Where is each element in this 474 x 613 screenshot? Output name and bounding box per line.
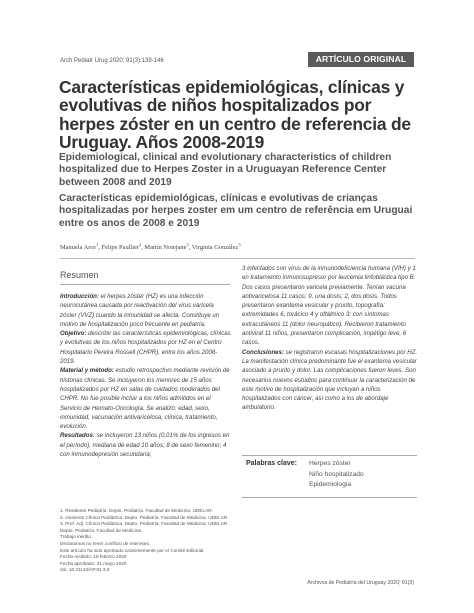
abstract-heading: Resumen (60, 270, 99, 280)
divider (242, 497, 417, 498)
divider (60, 258, 415, 259)
divider (60, 284, 230, 285)
divider (242, 455, 417, 456)
footnote: 2. Asistente Clínica Pediátrica. Depto. Pediatría. Facultad de Medicina. UDELAR. (60, 514, 229, 520)
section-label: Material y método: (60, 367, 114, 375)
abstract-objective (60, 329, 232, 366)
author-name: Virginia González (191, 244, 239, 252)
abstract-results (60, 431, 232, 459)
journal-reference: Arch Pediatr Urug 2020; 91(3):139-146 (60, 58, 164, 64)
author-name: Manuela Arce (60, 244, 97, 252)
title-portuguese: Características epidemiológicas, clínicas e evolutivas de crianças hospitalizadas por herpes zoster em um centro de referência em Uruguai entre os anos de 2008 e 2019 (59, 193, 413, 229)
keyword: Herpes zóster (309, 460, 351, 467)
footnote: Este artículo ha sido aprobado unánimemente por el Comité Editorial. (60, 547, 205, 553)
section-text: se incluyeron 13 niños (0,01% de los ingresos en el período), mediana de edad 10 años; 8 de sexo femenino; 4 con inmunodepresión secundaria; (60, 432, 230, 459)
title-spanish: Características epidemiológicas, clínicas y evolutivas de niños hospitalizados por herpes zóster en un centro de referencia de Uruguay. Años 2008-2019 (59, 77, 411, 152)
page-footer: Archivos de Pediatría del Uruguay 2020; 91(3) (307, 580, 414, 586)
footnote: Fecha aprobado: 31 mayo 2020 (60, 560, 127, 566)
abstract-introduction (60, 292, 232, 329)
section-label: Introducción: (60, 293, 99, 300)
abstract-right-column (242, 264, 418, 413)
footnote: Depto. Pediatría. Facultad de Medicina. (60, 527, 143, 533)
footnotes (60, 508, 310, 574)
section-text: el herpes zóster (HZ) es una infección neurocutánea causada por reactivación del virus varicela zóster (VVZ) cuando la inmunidad se afecta. Constituye un motivo de hospitalización poco frecuente en pediatría. (60, 293, 220, 328)
keywords-list (309, 459, 364, 491)
section-text: describir las características epidemiológicas, clínicas y evolutivas de los niños hospitalizados por HZ en el Centro Hospitalario Pereira Rossell (CHPR), entre los años 2008-2019. (60, 330, 231, 366)
keyword: Epidemiología (309, 481, 352, 489)
title-english: Epidemiological, clinical and evolutionary characteristics of children hospitalized due to Herpes Zoster in a Uruguayan Reference Center between 2008 and 2019 (59, 152, 392, 188)
abstract-results-continued: 3 infectados con virus de la inmunodeficiencia humana (VIH) y 1 en tratamiento inmunosupresor por leucemia linfoblástica tipo B. Dos casos presentaron varicela previamente. Tenían vacuna antivaricelosa 11 casos: 9, una dosis; 2, dos dosis. Todos presentaron exantema vesicular y prurito, topografía: extremidades 6, torácico 4 y oftálmico 3; con síntomas extracutáneos 11 (dolor neuropático). Recibieron tratamiento antiviral 11 niños, presentaron complicación, impétigo leve, 6 casos. (242, 265, 416, 347)
footnote: 1. Residente Pediatría. Depto. Pediatría. Facultad de Medicina. UDELAR. (60, 508, 213, 513)
keyword: Niño hospitalizado (309, 470, 364, 478)
abstract-conclusions (242, 348, 418, 413)
author-list: Manuela Arce$^1$, Felipe Paullier$^2$, Martín Notejane$^3$, Virginia González$^3$ (60, 242, 241, 252)
author-affiliation: 3 (238, 242, 241, 247)
section-label: Objetivo: (60, 330, 87, 338)
author-name: Martín Notejane (144, 244, 187, 252)
author-affiliation: 2 (138, 242, 142, 247)
footnote: Fecha recibido: 15 febrero 2020 (60, 554, 127, 560)
section-tag: ARTÍCULO ORIGINAL (308, 52, 414, 67)
section-label: Resultados: (60, 432, 95, 440)
author-name: Felipe Paullier (101, 244, 139, 252)
abstract-methods (60, 366, 232, 431)
footnote: 3. Prof. Adj. Clínica Pediátrica. Depto. Pediatría. Facultad de Medicina. UDELAR. (60, 521, 229, 527)
footnote: doi: 10.31134/AP.91.3.5 (60, 567, 110, 573)
footnote: Trabajo inédito. (60, 534, 93, 540)
author-affiliation: 1 (96, 242, 99, 247)
section-label: Conclusiones: (242, 348, 284, 356)
abstract-left-column (60, 292, 232, 459)
footnote: Declaramos no tener conflicto de intereses. (60, 540, 151, 546)
author-affiliation: 3 (186, 242, 189, 247)
section-text: estudio retrospectivo mediante revisión de historias clínicas. Se incluyeron los menores de 15 años hospitalizados por HZ en salas de cuidados moderados del CHPR. No fue posible incluir a los niños admitidos en el Servicio de Hemato-Oncología. Se analizó: edad, sexo, inmunidad, vacunación antivaricelosa, clínica, tratamiento, evolución. (60, 367, 230, 431)
keywords-label: Palabras clave: (246, 460, 297, 467)
section-text: se registraron escasas hospitalizaciones por HZ. La manifestación clínica predominante fue el exantema vesicular asociado a prurito y dolor. Las complicaciones fueron leves. Son necesarios nuevos estudios para continuar la caracterización de este motivo de hospitalización que incluyan a niños hospitalizados con cáncer, así como a los de abordaje ambulatorio. (242, 348, 418, 412)
